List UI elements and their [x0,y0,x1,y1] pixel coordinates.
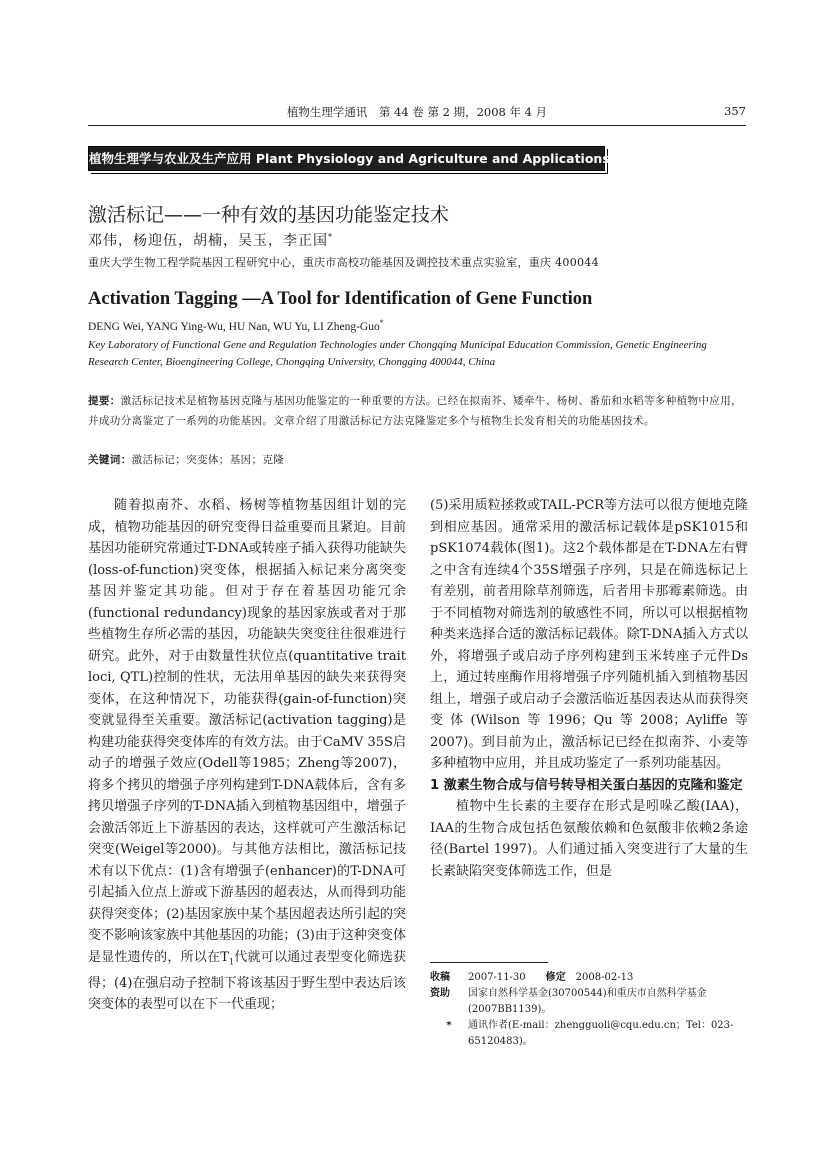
abstract-text: 激活标记技术是植物基因克隆与基因功能鉴定的一种重要的方法。已经在拟南芥、矮牵牛、杨树、番茄和水稻等多种植物中应用，并成功分离鉴定了一系列的功能基因。文章介绍了用激活标记方法克隆鉴定多个与植物生长发育相关的功能基因技术。 [88,395,743,427]
section-banner: 植物生理学与农业及生产应用 Plant Physiology and Agriculture and Applications [88,146,605,171]
authors-cn [88,230,333,250]
abstract-label: 提要： [88,395,121,407]
affiliation-en: Key Laboratory of Functional Gene and Regulation Technologies under Chongqing Municipal Education Commission, Genetic Engineering Research Center, Bioengineering College, Chongqing University, Chongging 400044, China [88,339,707,368]
footnote-dates [430,970,748,986]
body-text: 随着拟南芥、水稻、杨树等植物基因组计划的完成，植物功能基因的研究变得日益重要而且紧迫。目前基因功能研究常通过T-DNA或转座子插入获得功能缺失(loss-of-function)突变体，根据插入标记来分离突变基因并鉴定其功能。但对于存在着基因功能冗余(functional redundancy)现象的基因家族或者对于那些植物生存所必需的基因，功能缺失突变往往很难进行研究。此外，对于由数量性状位点(quantitative trait loci, QTL)控制的性状，无法用单基因的缺失来获得突变体，在这种情况下，功能获得(gain-of-function)突变就显得至关重要。激活标记(activation tagging)是构建功能获得突变体库的有效方法。由于CaMV 35S启动子的增强子效应(Odell等1985；Zheng等2007)，将多个拷贝的增强子序列构建到T-DNA载体后，含有多拷贝增强子序列的T-DNA插入到植物基因组中，增强子会激活邻近上下游基因的表达，这样就可产生激活标记突变(Weigel等2000)。与其他方法相比，激活标记技术有以下优点：(1)含有增强子(enhancer)的T-DNA可引起插入位点上游或下游基因的超表达，从而得到功能获得突变体；(2)基因家族中某个基因超表达所引起的突变不影响该家族中其他基因的功能；(3)由于这种突变体是显性遗传的，所以在T [88,498,406,965]
corresponding-mark: * [379,318,384,327]
body-paragraph: 植物中生长素的主要存在形式是吲哚乙酸(IAA)，IAA的生物合成包括色氨酸依赖和色氨酸非依赖2条途径(Bartel 1997)。人们通过插入突变进行了大量的生长素缺陷突变体筛选工作，但是 [430,799,748,879]
affiliation-cn: 重庆大学生物工程学院基因工程研究中心，重庆市高校功能基因及调控技术重点实验室，重庆 400044 [88,256,599,269]
body-column-right [430,495,748,882]
section-heading: 1 激素生物合成与信号转导相关蛋白基因的克隆和鉴定 [430,777,743,793]
received-date: 2007-11-30 [468,972,526,983]
footnotes [430,970,748,1050]
authors-en [88,318,384,333]
footnote-correspondence [430,1018,748,1050]
subscript: 1 [228,957,235,967]
funding-text: 国家自然科学基金(30700544)和重庆市自然科学基金(2007BB1139)。 [468,988,707,1015]
keywords-text: 激活标记；突变体；基因；克隆 [131,454,285,466]
footnote-rule [430,962,548,963]
received-label: 收稿 [430,972,450,983]
article-title-cn: 激活标记——一种有效的基因功能鉴定技术 [88,204,450,226]
body-paragraph: (5)采用质粒拯救或TAIL-PCR等方法可以很方便地克隆到相应基因。通常采用的激活标记载体是pSK1015和pSK1074载体(图1)。这2个载体都是在T-DNA左右臂之中含有连续4个35S增强子序列，只是在筛选标记上有差别，前者用除草剂筛选，后者用卡那霉素筛选。由于不同植物对筛选剂的敏感性不同，所以可以根据植物种类来选择合适的激活标记载体。除T-DNA插入方式以外，将增强子或启动子序列构建到玉米转座子元件Ds上，通过转座酶作用将增强子序列随机插入到植物基因组上，增强子或启动子会激活临近基因表达从而获得突变体(Wilson等1996；Qu等2008；Ayliffe等2007)。到目前为止，激活标记已经在拟南芥、小麦等多种植物中应用，并且成功鉴定了一系列功能基因。 [430,498,748,771]
abstract [88,392,748,431]
corresponding-mark: * [328,232,333,242]
corresponding-mark: * [446,1020,452,1031]
body-text: 代就可以通过表型变化筛选获得；(4)在强启动子控制下将该基因于野生型中表达后该突变体的表型可以在下一代重现； [88,949,406,1013]
authors-en-names: DENG Wei, YANG Ying-Wu, HU Nan, WU Yu, LI Zheng-Guo [88,320,380,333]
authors-cn-names: 邓伟，杨迎伍，胡楠，吴玉，李正国 [88,233,328,249]
footnote-funding [430,986,748,1018]
header-rule [88,125,746,126]
correspondence-text: 通讯作者(E-mail：zhengguoli@cqu.edu.cn；Tel：023-65120483)。 [468,1020,734,1047]
body-column-left [88,495,406,1016]
keywords [88,452,748,467]
keywords-label: 关键词： [88,454,132,466]
article-title-en: Activation Tagging —A Tool for Identification of Gene Function [88,289,593,309]
journal-citation: 植物生理学通讯 第 44 卷 第 2 期，2008 年 4 月 [286,105,548,119]
running-header [88,104,746,122]
revised-label: 修定 [545,972,566,983]
body-paragraph [88,495,406,1016]
funding-label: 资助 [430,988,450,999]
page-number: 357 [724,104,746,118]
revised-date: 2008-02-13 [575,972,634,983]
